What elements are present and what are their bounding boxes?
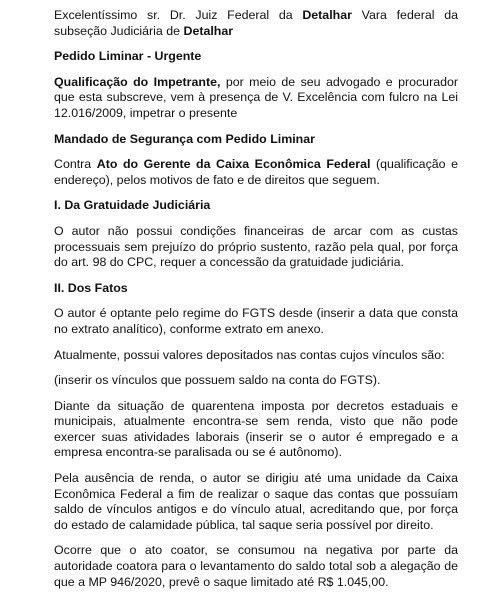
fact-paragraph-4: Diante da situação de quarentena imposta por decretos estaduais e municipais, atualmente encontra-se sem renda, visto que não pode exercer suas atividades laborais (inserir se o autor é empregado e a empresa encontra-se paralisada ou se é autônomo).: [54, 398, 458, 460]
fact-paragraph-5: Pela ausência de renda, o autor se dirigiu até uma unidade da Caixa Econômica Federal a fim de realizar o saque das contas que possuíam saldo de vínculos antigos e do vínculo atual, acreditando que, por força do estado de calamidade pública, tal saque seria possível por direito.: [54, 471, 458, 532]
section-1-paragraph: O autor não possui condições financeiras de arcar com as custas processuais sem prejuízo do próprio sustento, razão pela qual, por força do art. 98 do CPC, requer a concessão da gratuidade judiciária.: [54, 223, 458, 270]
contra-bold: Ato do Gerente da Caixa Econômica Federal: [96, 157, 371, 172]
section-2-title: II. Dos Fatos: [54, 280, 128, 295]
urgent-title: Pedido Liminar - Urgente: [54, 49, 202, 64]
qualification-paragraph: [54, 75, 458, 122]
fact-paragraph-2: Atualmente, possui valores depositados nas contas cujos vínculos são:: [54, 347, 445, 362]
fact-paragraph-3: (inserir os vínculos que possuem saldo na conta do FGTS).: [54, 373, 381, 388]
qualification-bold: Qualificação do Impetrante,: [54, 74, 221, 89]
fact-paragraph-6: Ocorre que o ato coator, se consumou na negativa por parte da autoridade coatora para o levantamento do saldo total sob a alegação de que a MP 946/2020, prevê o saque limitado até R$ 1.045,00.: [54, 543, 458, 589]
salutation-text-2: Vara federal da subseção Judiciária de: [54, 8, 458, 38]
section-1-title: I. Da Gratuidade Judiciária: [54, 198, 211, 213]
salutation-bold-1: Detalhar: [302, 8, 352, 22]
contra-paragraph: [54, 157, 458, 188]
salutation-paragraph: [54, 8, 458, 39]
mandado-title: Mandado de Segurança com Pedido Liminar: [54, 131, 315, 146]
salutation-bold-2: Detalhar: [183, 23, 234, 38]
contra-prefix: Contra: [54, 157, 97, 172]
fact-paragraph-1: O autor é optante pelo regime do FGTS desde (inserir a data que consta no extrato analítico), conforme extrato em anexo.: [54, 306, 458, 336]
qualification-text: por meio de seu advogado e procurador que esta subscreve, vem à presença de V. Excelência com fulcro na Lei 12.016/2009, impetrar o presente: [54, 74, 458, 120]
contra-suffix: (qualificação e endereço), pelos motivos de fato e de direitos que seguem.: [54, 157, 458, 187]
salutation-text-1: Excelentíssimo sr. Dr. Juiz Federal da: [54, 8, 303, 22]
